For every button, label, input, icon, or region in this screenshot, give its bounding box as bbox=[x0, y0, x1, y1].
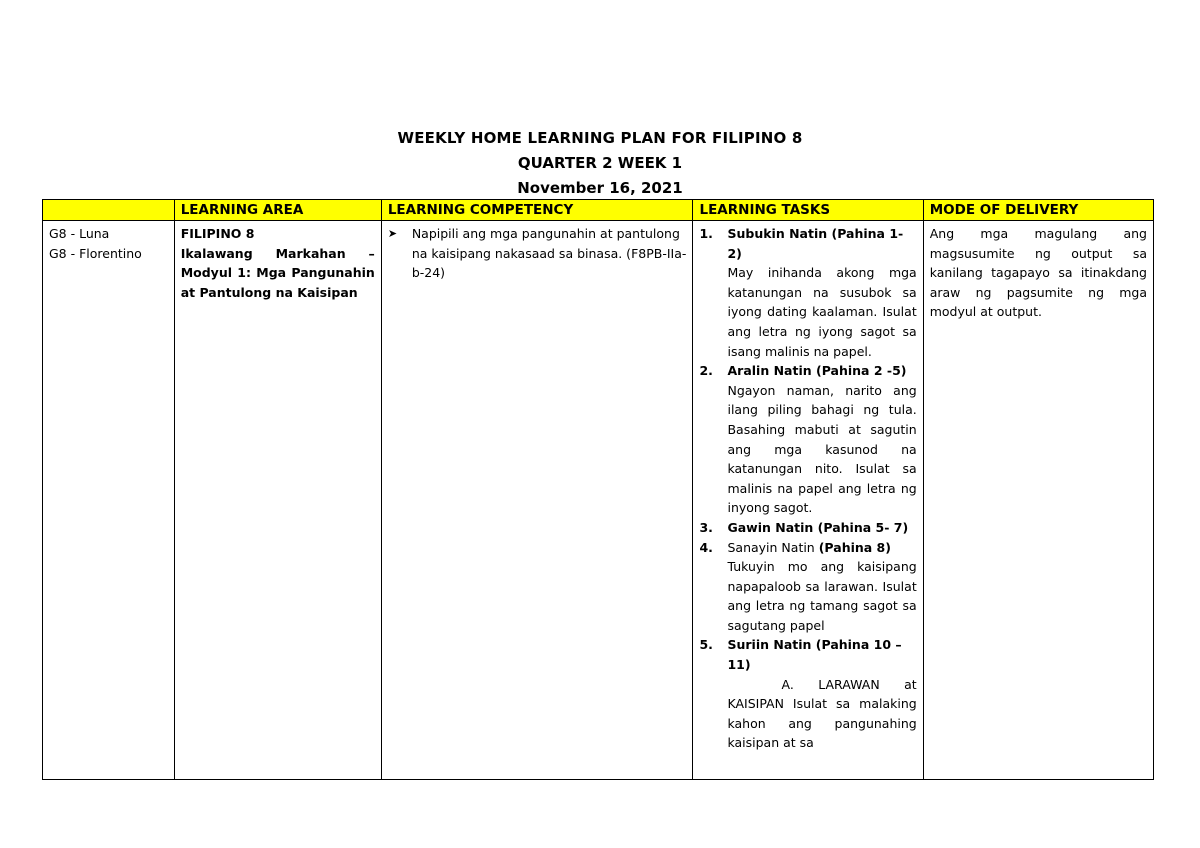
header-blank bbox=[43, 200, 175, 221]
task-title-plain: Sanayin Natin bbox=[727, 539, 819, 555]
header-row bbox=[43, 200, 1154, 221]
header-mode-of-delivery: MODE OF DELIVERY bbox=[923, 200, 1153, 221]
task-item bbox=[699, 538, 916, 636]
sections-cell bbox=[43, 221, 175, 780]
task-number: 2. bbox=[699, 363, 713, 379]
table-row bbox=[43, 221, 1154, 780]
task-item bbox=[699, 224, 916, 361]
tasks-cell bbox=[693, 221, 923, 780]
task-title: Gawin Natin (Pahina 5- 7) bbox=[727, 519, 909, 535]
competency-item bbox=[388, 224, 687, 283]
task-body: Tukuyin mo ang kaisipang napapaloob sa larawan. Isulat ang letra ng tamang sagot sa sagutang papel bbox=[727, 559, 917, 633]
competency-cell bbox=[381, 221, 693, 780]
section-florentino: G8 - Florentino bbox=[49, 245, 142, 261]
subject-name: FILIPINO 8 bbox=[180, 226, 255, 241]
header-learning-competency: LEARNING COMPETENCY bbox=[381, 200, 693, 221]
task-number: 5. bbox=[699, 637, 713, 653]
task-body: A. LARAWAN at KAISIPAN Isulat sa malaking kahon ang pangunahing kaisipan at sa bbox=[727, 676, 917, 751]
document-title: WEEKLY HOME LEARNING PLAN FOR FILIPINO 8 bbox=[397, 129, 803, 147]
task-body: Ngayon naman, narito ang ilang piling bahagi ng tula. Basahing mabuti at sagutin ang mga kasunod na katanungan nito. Isulat sa malinis na papel ang letra ng inyong sagot. bbox=[727, 382, 917, 516]
plan-date: November 16, 2021 bbox=[517, 179, 683, 197]
task-item bbox=[699, 635, 916, 753]
mode-of-delivery-cell bbox=[923, 221, 1153, 780]
task-body: May inihanda akong mga katanungan na susubok sa iyong dating kaalaman. Isulat ang letra ng iyong sagot sa isang malinis na papel. bbox=[727, 265, 917, 359]
task-title: Subukin Natin (Pahina 1-2) bbox=[727, 226, 904, 261]
task-title: Aralin Natin (Pahina 2 -5) bbox=[727, 363, 907, 379]
mode-of-delivery-text: Ang mga magulang ang magsusumite ng output sa kanilang tagapayo sa itinakdang araw ng pagsumite ng mga modyul at output. bbox=[929, 226, 1147, 320]
section-luna: G8 - Luna bbox=[49, 226, 110, 241]
task-title-pages: (Pahina 8) bbox=[818, 539, 891, 555]
task-number: 4. bbox=[699, 539, 713, 555]
task-title bbox=[727, 538, 916, 558]
header-learning-area: LEARNING AREA bbox=[174, 200, 381, 221]
header-learning-tasks: LEARNING TASKS bbox=[693, 200, 923, 221]
task-number: 3. bbox=[699, 519, 713, 535]
quarter-week: QUARTER 2 WEEK 1 bbox=[517, 154, 683, 172]
task-number: 1. bbox=[699, 226, 713, 241]
task-title: Suriin Natin (Pahina 10 – 11) bbox=[727, 637, 902, 673]
learning-plan-table bbox=[42, 199, 1154, 780]
competency-text: Napipili ang mga pangunahin at pantulong na kaisipang nakasaad sa binasa. (F8PB-IIa-b-24) bbox=[411, 226, 687, 281]
task-item bbox=[699, 361, 916, 518]
learning-area-cell bbox=[174, 221, 381, 780]
module-title: Ikalawang Markahan – Modyul 1: Mga Pangunahin at Pantulong na Kaisipan bbox=[180, 245, 375, 300]
arrowhead-bullet-icon: ➤ bbox=[387, 227, 398, 240]
task-item bbox=[699, 518, 916, 538]
